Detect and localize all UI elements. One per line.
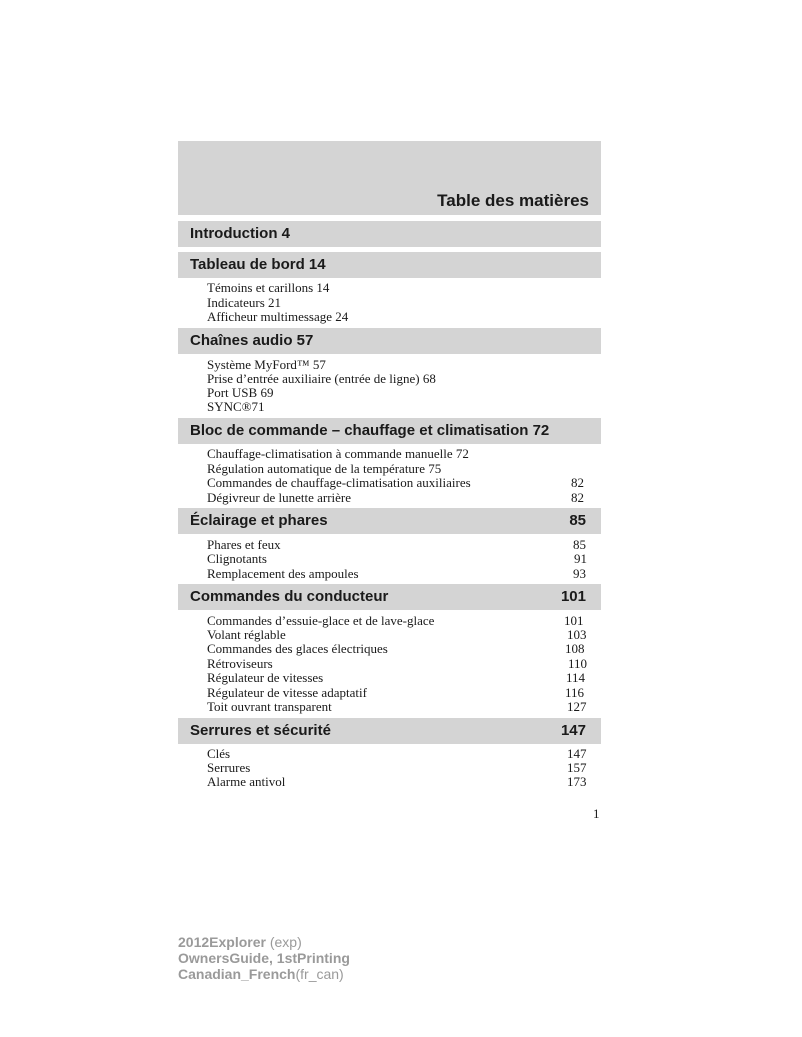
page-title: Table des matières — [437, 191, 589, 210]
toc-entry — [207, 641, 585, 656]
section-page: 147 — [560, 722, 586, 739]
toc-entry — [207, 699, 587, 714]
section-commandes-du-conducteur — [178, 584, 601, 610]
entry-page: 85 — [573, 537, 586, 552]
entry-text: Dégivreur de lunette arrière — [207, 490, 352, 505]
toc-entry — [207, 446, 585, 461]
toc-entry: Témoins et carillons 14 — [207, 280, 330, 295]
section-bloc-de-commande — [178, 418, 601, 444]
entry-text: Commandes de chauffage-climatisation auxiliaires — [207, 475, 471, 490]
toc-entry: Indicateurs 21 — [207, 295, 282, 310]
toc-entry — [207, 613, 584, 628]
entry-text: Régulation automatique de la température 75 — [207, 461, 442, 476]
section-title: Tableau de bord 14 — [190, 256, 326, 273]
toc-entry: Afficheur multimessage 24 — [207, 309, 349, 324]
entry-text: Toit ouvrant transparent — [207, 699, 332, 714]
section-title: Chaînes audio 57 — [190, 332, 314, 349]
toc-entry — [207, 670, 586, 685]
entry-text: Serrures — [207, 760, 251, 775]
footer-edition: OwnersGuide, 1stPrinting — [178, 950, 350, 966]
section-page: 101 — [560, 588, 586, 605]
footer-language-code: (fr_can) — [295, 966, 344, 982]
entry-text: Rétroviseurs — [207, 656, 273, 671]
entry-text: Régulateur de vitesses — [207, 670, 324, 685]
section-title: Éclairage et phares — [190, 512, 328, 529]
entry-text: Régulateur de vitesse adaptatif — [207, 685, 367, 700]
entry-text: Clignotants — [207, 551, 267, 566]
entry-page: 93 — [573, 566, 586, 581]
footer-language: Canadian_French — [178, 966, 296, 982]
section-serrures-et-securite — [178, 718, 601, 744]
toc-entry: Port USB 69 — [207, 385, 274, 400]
section-title: Commandes du conducteur — [190, 588, 389, 605]
entry-page: 82 — [571, 490, 584, 505]
entry-page: 157 — [567, 760, 587, 775]
toc-entry: SYNC®71 — [207, 399, 265, 414]
toc-entry — [207, 566, 586, 581]
section-introduction — [178, 221, 601, 247]
title-band — [178, 141, 601, 215]
section-title: Serrures et sécurité — [190, 722, 331, 739]
toc-entry: Prise d’entrée auxiliaire (entrée de ligne) 68 — [207, 371, 436, 386]
footer-line-1 — [178, 934, 350, 950]
section-page: 85 — [569, 512, 586, 529]
toc-entry — [207, 627, 587, 642]
toc-entry: Système MyFord™ 57 — [207, 357, 326, 372]
entry-text: Phares et feux — [207, 537, 281, 552]
entry-text: Clés — [207, 746, 231, 761]
page-number: 1 — [593, 806, 600, 821]
entry-text: Commandes des glaces électriques — [207, 641, 388, 656]
section-tableau-de-bord — [178, 252, 601, 278]
entry-page: 116 — [565, 685, 585, 700]
entry-text: Chauffage-climatisation à commande manuelle 72 — [207, 446, 469, 461]
toc-entry — [207, 461, 585, 476]
toc-entry — [207, 475, 585, 490]
footer-line-2 — [178, 950, 350, 966]
section-title: Introduction 4 — [190, 225, 290, 242]
entry-text: Volant réglable — [207, 627, 286, 642]
entry-text: Remplacement des ampoules — [207, 566, 359, 581]
toc-entry — [207, 551, 587, 566]
toc-entry — [207, 746, 587, 761]
entry-page: 108 — [565, 641, 585, 656]
entry-page: 103 — [567, 627, 587, 642]
toc-entry — [207, 685, 585, 700]
entry-page: 147 — [567, 746, 587, 761]
entry-text: Commandes d’essuie-glace et de lave-glace — [207, 613, 435, 628]
toc-entry — [207, 490, 585, 505]
toc-entry — [207, 760, 587, 775]
footer-model: 2012Explorer — [178, 934, 266, 950]
footer-line-3 — [178, 966, 350, 982]
toc-entry — [207, 656, 588, 671]
toc-entry — [207, 537, 586, 552]
entry-page: 173 — [567, 774, 587, 789]
entry-page: 101 — [564, 613, 584, 628]
entry-page: 91 — [574, 551, 587, 566]
entry-page: 114 — [566, 670, 586, 685]
section-title: Bloc de commande – chauffage et climatisation 72 — [190, 422, 550, 439]
entry-page: 127 — [567, 699, 587, 714]
entry-page: 110 — [568, 656, 588, 671]
entry-text: Alarme antivol — [207, 774, 286, 789]
section-eclairage-et-phares — [178, 508, 601, 534]
entry-page: 82 — [571, 475, 584, 490]
print-footer — [178, 934, 350, 982]
footer-model-code: (exp) — [265, 934, 302, 950]
section-chaines-audio — [178, 328, 601, 354]
toc-entry — [207, 774, 587, 789]
